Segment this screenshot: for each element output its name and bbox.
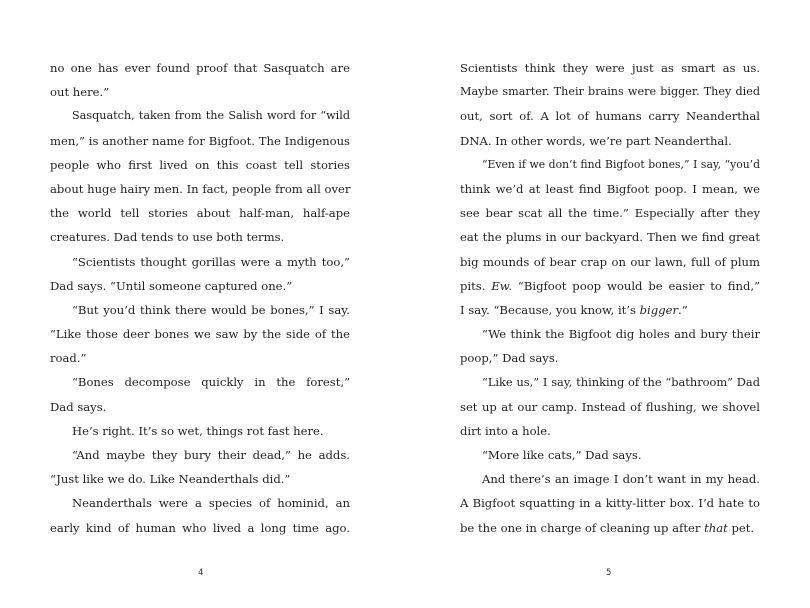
text-line: out, sort of. A lot of humans carry Neanderthal xyxy=(460,109,760,124)
text-line: “More like cats,” Dad says. xyxy=(482,448,642,462)
text-line: early kind of human who lived a long time ago. xyxy=(50,520,350,535)
text-line: “Like us,” I say, thinking of the “bathroom” Dad xyxy=(482,375,760,390)
text-line xyxy=(460,298,760,322)
text-line: creatures. Dad tends to use both terms. xyxy=(50,230,285,245)
text-line: “And maybe they bury their dead,” he adds. xyxy=(72,448,350,462)
text-line: road.” xyxy=(50,351,87,366)
text-segment: pits. xyxy=(460,278,486,293)
text-line: A Bigfoot squatting in a kitty-litter box. I’d hate to xyxy=(460,496,760,511)
text-line: “Like those deer bones we saw by the side of the xyxy=(50,327,350,342)
text-line: dirt into a hole. xyxy=(460,423,551,438)
text-line: out here.” xyxy=(50,85,110,100)
text-line: “Scientists thought gorillas were a myth too,” xyxy=(72,254,350,269)
text-line: Scientists think they were just as smart as us. xyxy=(460,61,760,75)
right-page xyxy=(460,56,760,540)
text-segment: “Bigfoot poop would be easier to find,” xyxy=(517,278,760,293)
text-line: the world tell stories about half-man, half-ape xyxy=(50,206,350,221)
text-line: set up at our camp. Instead of flushing, we shovel xyxy=(460,399,760,414)
page-number-left: 4 xyxy=(198,568,204,578)
text-line: Maybe smarter. Their brains were bigger. They died xyxy=(460,85,760,99)
text-line: big mounds of bear crap on our lawn, full of plum xyxy=(460,254,760,269)
text-line: And there’s an image I don’t want in my head. xyxy=(482,472,760,487)
text-line: people who first lived on this coast tell stories xyxy=(50,157,350,172)
text-line: no one has ever found proof that Sasquatch are xyxy=(50,61,350,75)
text-line: “But you’d think there would be bones,” I say. xyxy=(72,302,350,317)
text-line xyxy=(460,516,760,540)
text-line: Sasquatch, taken from the Salish word for “wild xyxy=(72,109,350,123)
text-line: think we’d at least find Bigfoot poop. I mean, we xyxy=(460,181,760,196)
text-line: Dad says. xyxy=(50,399,107,414)
text-line: eat the plums in our backyard. Then we find great xyxy=(460,230,760,245)
text-line: Dad says. “Until someone captured one.” xyxy=(50,278,293,293)
left-page xyxy=(50,56,350,540)
text-line: DNA. In other words, we’re part Neanderthal. xyxy=(460,133,732,148)
italic-text: Ew. xyxy=(491,278,513,293)
text-line: He’s right. It’s so wet, things rot fast here. xyxy=(72,423,324,438)
text-line: Neanderthals were a species of hominid, an xyxy=(72,496,350,511)
text-line: see bear scat all the time.” Especially after they xyxy=(460,206,760,221)
text-line: “Just like we do. Like Neanderthals did.” xyxy=(50,472,291,487)
page-number-right: 5 xyxy=(606,568,612,578)
text-line: about huge hairy men. In fact, people from all over xyxy=(50,181,351,196)
text-line: men,” is another name for Bigfoot. The Indigenous xyxy=(50,133,350,148)
italic-text: that xyxy=(704,520,728,535)
text-line: “We think the Bigfoot dig holes and bury their xyxy=(482,327,760,342)
text-segment: be the one in charge of cleaning up after xyxy=(460,520,701,535)
text-segment: I say. “Because, you know, it’s xyxy=(460,302,636,317)
italic-text: bigger xyxy=(639,302,679,317)
text-segment: .” xyxy=(678,302,688,317)
text-segment: pet. xyxy=(731,520,755,535)
text-line: poop,” Dad says. xyxy=(460,351,559,366)
text-line: “Bones decompose quickly in the forest,” xyxy=(72,375,350,390)
text-line: “Even if we don’t find Bigfoot bones,” I say, “you’d xyxy=(482,157,760,171)
text-line xyxy=(460,274,760,298)
